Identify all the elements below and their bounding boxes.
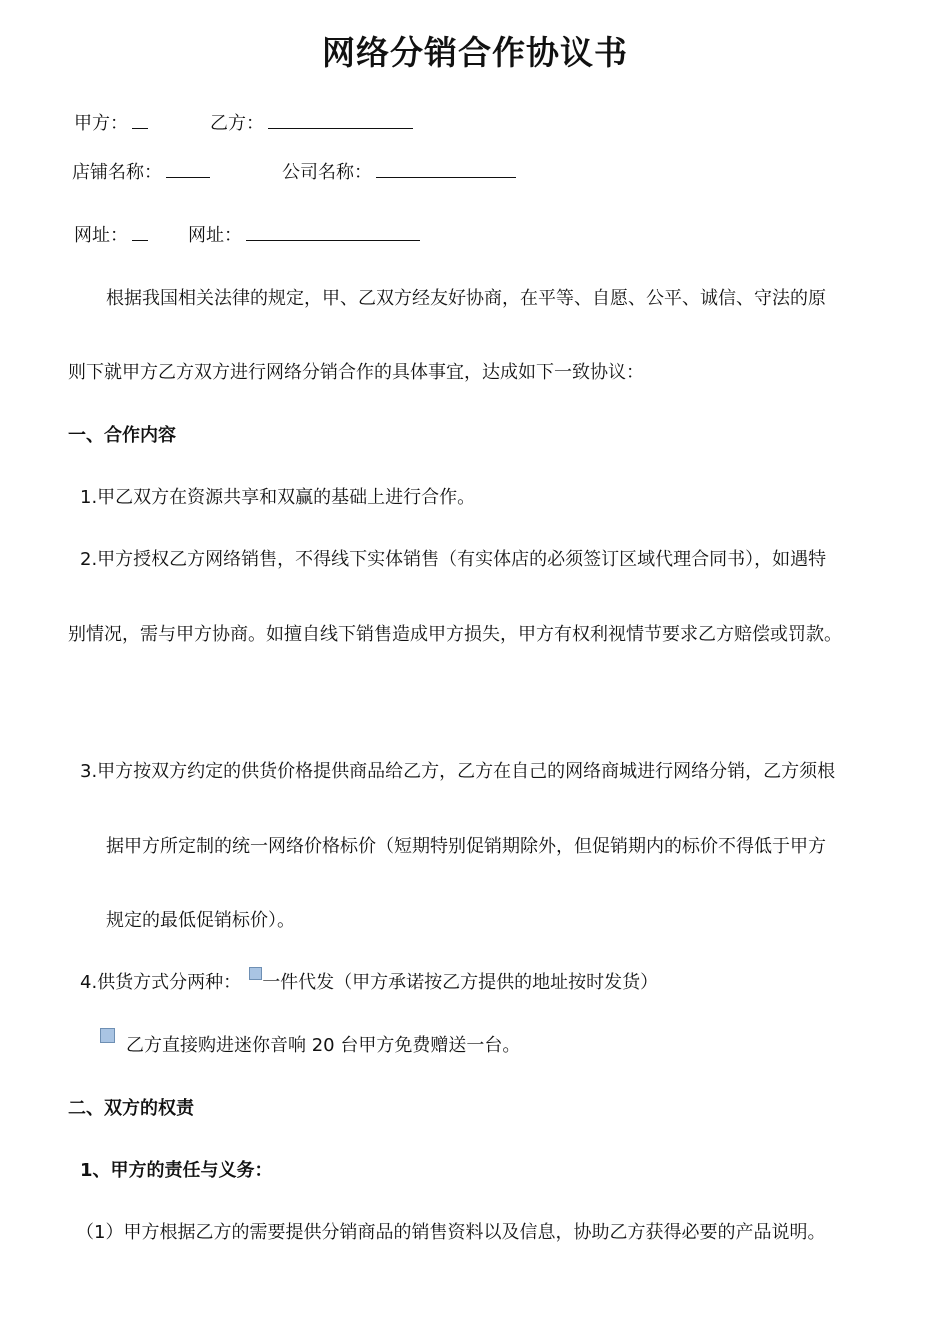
party-a-blank (132, 114, 148, 129)
company-name-label: 公司名称： (282, 162, 372, 183)
supply-method-label: 4.供货方式分两种： (80, 972, 242, 993)
website-b-label: 网址： (188, 225, 242, 246)
document-title: 网络分销合作协议书 (322, 33, 628, 72)
store-name-label: 店铺名称： (72, 162, 162, 183)
website-a-blank (132, 226, 148, 241)
section-1-item-3-line-1: 3.甲方按双方约定的供货价格提供商品给乙方，乙方在自己的网络商城进行网络分销，乙方须根 (80, 761, 836, 782)
party-b-blank (268, 114, 413, 129)
website-a-field (74, 224, 148, 248)
website-a-label: 网址： (74, 225, 128, 246)
party-a-field (74, 112, 148, 136)
preamble-line-1: 根据我国相关法律的规定，甲、乙双方经友好协商，在平等、自愿、公平、诚信、守法的原 (106, 288, 826, 309)
section-1-item-4 (80, 971, 658, 995)
website-b-blank (246, 226, 420, 241)
section-1-item-3-line-2: 据甲方所定制的统一网络价格标价（短期特别促销期除外，但促销期内的标价不得低于甲方 (106, 836, 826, 857)
option-1-label: 一件代发（甲方承诺按乙方提供的地址按时发货） (262, 972, 659, 993)
store-name-blank (166, 163, 210, 178)
section-2-heading: 二、双方的权责 (68, 1098, 194, 1119)
section-1-item-1: 1.甲乙双方在资源共享和双赢的基础上进行合作。 (80, 487, 476, 508)
option-2-label: 乙方直接购进迷你音响 20 台甲方免费赠送一台。 (126, 1035, 521, 1056)
section-1-item-2-line-2: 别情况，需与甲方协商。如擅自线下销售造成甲方损失，甲方有权利视情节要求乙方赔偿或罚款。 (68, 624, 842, 645)
section-1-heading: 一、合作内容 (68, 425, 176, 446)
preamble-line-2: 则下就甲方乙方双方进行网络分销合作的具体事宜，达成如下一致协议： (68, 362, 644, 383)
party-b-label: 乙方： (210, 113, 264, 134)
store-name-field (72, 161, 210, 185)
option-1-checkbox-icon[interactable] (249, 967, 262, 980)
option-2-checkbox-icon[interactable] (100, 1028, 115, 1047)
section-2-sub-1-item-1: （1）甲方根据乙方的需要提供分销商品的销售资料以及信息，协助乙方获得必要的产品说明。 (76, 1222, 826, 1243)
company-name-blank (376, 163, 516, 178)
section-1-item-3-line-3: 规定的最低促销标价）。 (106, 910, 295, 931)
party-b-field (210, 112, 413, 136)
section-1-item-2-line-1: 2.甲方授权乙方网络销售，不得线下实体销售（有实体店的必须签订区域代理合同书），如遇特 (80, 549, 827, 570)
company-name-field (282, 161, 516, 185)
section-2-sub-1-heading: 1、甲方的责任与义务： (80, 1160, 273, 1181)
party-a-label: 甲方： (74, 113, 128, 134)
website-b-field (188, 224, 420, 248)
